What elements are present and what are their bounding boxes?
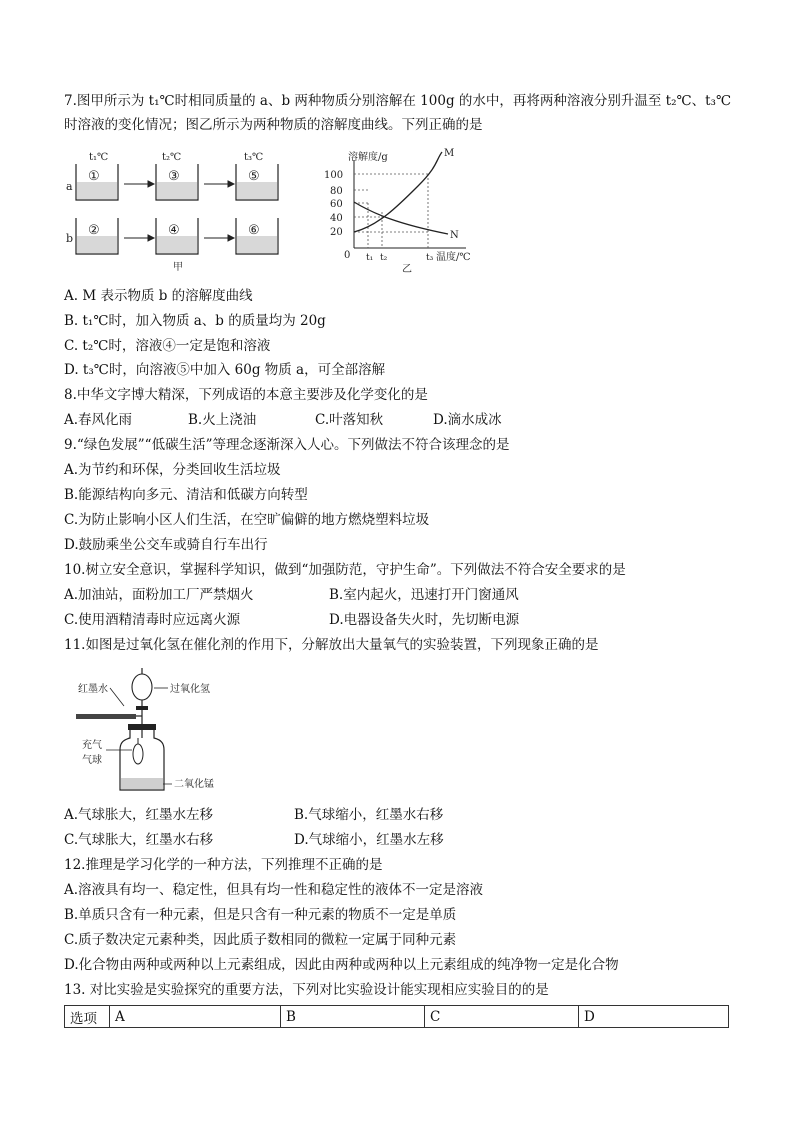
svg-text:④: ④ xyxy=(168,223,180,238)
curve-n-label: N xyxy=(450,230,459,241)
q7-option-c: C. t₂℃时，溶液④一定是饱和溶液 xyxy=(64,338,271,354)
q11-stem: 11.如图是过氧化氢在催化剂的作用下，分解放出大量氧气的实验装置，下列现象正确的是 xyxy=(64,637,599,653)
q7-stem-line1: 7.图甲所示为 t₁℃时相同质量的 a、b 两种物质分别溶解在 100g 的水中，再将两种溶液分别升温至 t₂℃、t₃℃ xyxy=(64,93,732,109)
q9-option-c: C.为防止影响小区人们生活，在空旷偏僻的地方燃烧塑料垃圾 xyxy=(64,512,430,528)
q7-figure-yi xyxy=(318,146,488,276)
q7-stem-line2: 时溶液的变化情况；图乙所示为两种物质的溶解度曲线。下列正确的是 xyxy=(64,117,483,133)
label-balloon-1: 充气 xyxy=(82,740,102,751)
q7-figure-jia xyxy=(64,148,294,276)
curve-m xyxy=(354,152,442,232)
svg-text:80: 80 xyxy=(330,186,343,197)
q11-apparatus-figure xyxy=(70,662,270,798)
q9-option-b: B.能源结构向多元、清洁和低碳方向转型 xyxy=(64,487,308,503)
q9-option-a: A.为节约和环保，分类回收生活垃圾 xyxy=(64,462,281,478)
q11-option-a: A.气球胀大，红墨水左移 xyxy=(64,807,214,823)
label-balloon-2: 气球 xyxy=(82,755,102,766)
temp-label-t1: t₁℃ xyxy=(89,152,109,163)
q7-option-a: A. M 表示物质 b 的溶解度曲线 xyxy=(64,288,253,304)
table-header-cell: C xyxy=(425,1006,579,1028)
q8-stem: 8.中华文字博大精深，下列成语的本意主要涉及化学变化的是 xyxy=(64,387,428,403)
svg-text:⑤: ⑤ xyxy=(248,169,260,184)
svg-text:⑥: ⑥ xyxy=(248,223,260,238)
label-h2o2: 过氧化氢 xyxy=(170,684,210,695)
temp-label-t2: t₂℃ xyxy=(162,152,182,163)
x-axis-label: 温度/℃ xyxy=(436,252,471,263)
svg-text:t₃: t₃ xyxy=(426,253,434,263)
q7-option-d: D. t₃℃时，向溶液⑤中加入 60g 物质 a，可全部溶解 xyxy=(64,362,386,378)
table-header-cell: 选项 xyxy=(65,1006,110,1028)
q12-option-b: B.单质只含有一种元素，但是只含有一种元素的物质不一定是单质 xyxy=(64,907,457,923)
row-label-a: a xyxy=(66,180,73,193)
q9-stem: 9.“绿色发展”“低碳生活”等理念逐渐深入人心。下列做法不符合该理念的是 xyxy=(64,437,510,453)
q12-option-d: D.化合物由两种或两种以上元素组成，因此由两种或两种以上元素组成的纯净物一定是化合物 xyxy=(64,957,619,973)
q10-option-a: A.加油站，面粉加工厂严禁烟火 xyxy=(64,587,254,603)
svg-text:60: 60 xyxy=(330,199,343,210)
svg-text:t₂: t₂ xyxy=(380,253,388,263)
figure-caption-jia: 甲 xyxy=(173,262,183,273)
q13-options-table xyxy=(64,1005,729,1028)
svg-text:40: 40 xyxy=(330,213,343,224)
temp-label-t3: t₃℃ xyxy=(244,152,264,163)
beaker-6 xyxy=(236,218,278,254)
q10-option-c: C.使用酒精清毒时应远离火源 xyxy=(64,612,241,628)
beaker-1 xyxy=(76,164,118,200)
q12-option-a: A.溶液具有均一、稳定性，但具有均一性和稳定性的液体不一定是溶液 xyxy=(64,882,484,898)
curve-n xyxy=(354,202,448,234)
q7-option-b: B. t₁℃时，加入物质 a、b 的质量均为 20g xyxy=(64,313,326,329)
q11-option-d: D.气球缩小，红墨水左移 xyxy=(294,832,444,848)
table-header-cell: B xyxy=(281,1006,425,1028)
svg-text:0: 0 xyxy=(344,250,351,261)
row-label-b: b xyxy=(66,232,74,245)
svg-text:②: ② xyxy=(88,223,100,238)
q10-option-b: B.室内起火，迅速打开门窗通风 xyxy=(329,587,519,603)
q8-option-d: D.滴水成冰 xyxy=(433,412,502,428)
q12-stem: 12.推理是学习化学的一种方法，下列推理不正确的是 xyxy=(64,857,383,873)
beaker-5 xyxy=(236,164,278,200)
table-header-cell: A xyxy=(110,1006,281,1028)
q11-option-b: B.气球缩小，红墨水右移 xyxy=(294,807,444,823)
figure-caption-yi: 乙 xyxy=(402,264,412,275)
q12-option-c: C.质子数决定元素种类，因此质子数相同的微粒一定属于同种元素 xyxy=(64,932,457,948)
q10-stem: 10.树立安全意识，掌握科学知识，做到“加强防范，守护生命”。下列做法不符合安全要求的是 xyxy=(64,562,626,578)
q11-option-c: C.气球胀大，红墨水右移 xyxy=(64,832,214,848)
q13-stem: 13. 对比实验是实验探究的重要方法，下列对比实验设计能实现相应实验目的的是 xyxy=(64,982,549,998)
label-mno2: 二氧化锰 xyxy=(174,779,214,790)
svg-text:①: ① xyxy=(88,169,100,184)
svg-text:100: 100 xyxy=(324,170,344,181)
curve-m-label: M xyxy=(444,148,455,159)
svg-text:③: ③ xyxy=(168,169,180,184)
svg-text:t₁: t₁ xyxy=(366,253,374,263)
svg-text:20: 20 xyxy=(330,227,343,238)
q10-option-d: D.电器设备失火时，先切断电源 xyxy=(329,612,520,628)
q9-option-d: D.鼓励乘坐公交车或骑自行车出行 xyxy=(64,537,268,553)
table-header-row xyxy=(65,1006,729,1028)
beaker-2 xyxy=(76,218,118,254)
table-header-cell: D xyxy=(579,1006,729,1028)
label-red-ink: 红墨水 xyxy=(78,684,108,695)
q8-option-b: B.火上浇油 xyxy=(188,412,257,428)
q8-option-c: C.叶落知秋 xyxy=(315,412,384,428)
y-axis-label: 溶解度/g xyxy=(348,152,388,163)
q8-option-a: A.春风化雨 xyxy=(64,412,133,428)
beaker-4 xyxy=(156,218,198,254)
beaker-3 xyxy=(156,164,198,200)
